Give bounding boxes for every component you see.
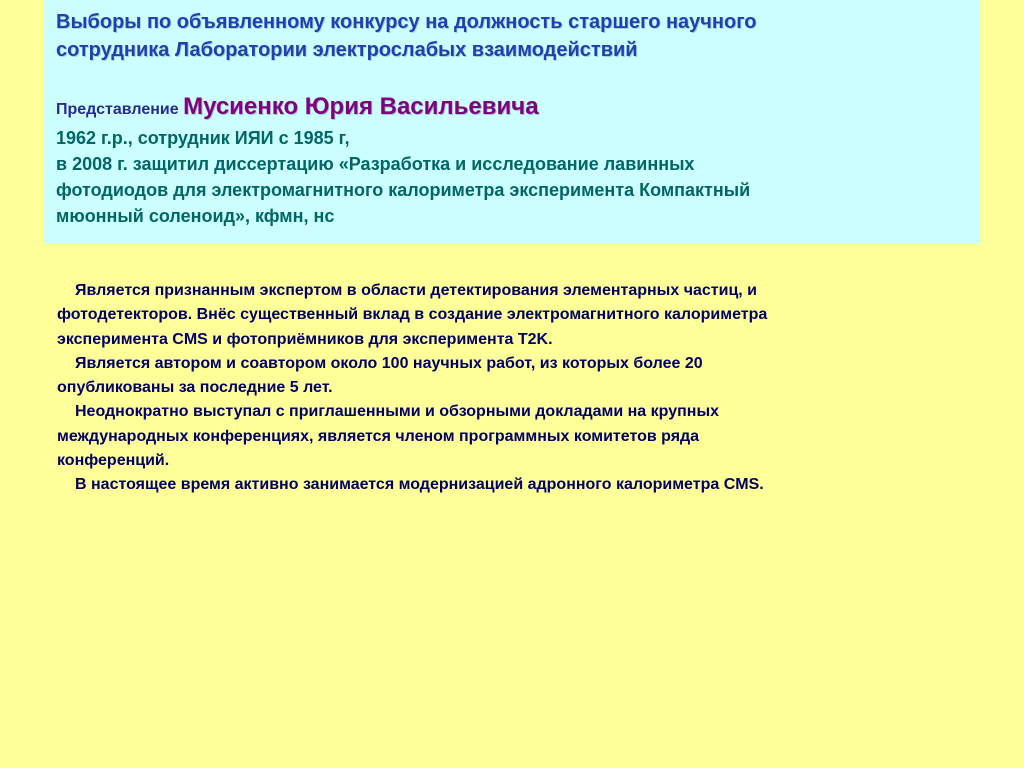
representation-line bbox=[56, 92, 968, 125]
title-line: Выборы по объявленному конкурсу на должность старшего научного bbox=[56, 11, 757, 33]
info-line: фотодиодов для электромагнитного калориметра эксперимента Компактный bbox=[56, 180, 751, 200]
title-line: сотрудника Лаборатории электрослабых взаимодействий bbox=[56, 39, 638, 61]
paragraph-conferences bbox=[57, 400, 957, 473]
description-body bbox=[57, 279, 957, 498]
candidate-info bbox=[56, 125, 968, 229]
info-line: 1962 г.р., сотрудник ИЯИ с 1985 г, bbox=[56, 128, 350, 148]
info-line: в 2008 г. защитил диссертацию «Разработка и исследование лавинных bbox=[56, 154, 695, 174]
paragraph-line: Является автором и соавтором около 100 научных работ, из которых более 20 bbox=[75, 354, 703, 372]
candidate-name: Мусиенко Юрия Васильевича bbox=[183, 93, 539, 120]
paragraph-publications bbox=[57, 352, 957, 401]
paragraph-line: Является признанным экспертом в области детектирования элементарных частиц, и bbox=[75, 282, 758, 299]
header-panel bbox=[44, 0, 980, 244]
paragraph-line: опубликованы за последние 5 лет. bbox=[57, 379, 333, 397]
paragraph-line: эксперимента CMS и фотоприёмников для эксперимента T2K. bbox=[57, 330, 553, 348]
paragraph-expertise bbox=[57, 279, 957, 352]
paragraph-current-work bbox=[57, 473, 957, 497]
paragraph-line: Неоднократно выступал с приглашенными и обзорными докладами на крупных bbox=[75, 403, 720, 421]
paragraph-line: международных конференциях, является членом программных комитетов ряда bbox=[57, 427, 700, 445]
paragraph-line: В настоящее время активно занимается модернизацией адронного калориметра CMS. bbox=[75, 476, 764, 494]
paragraph-line: конференций. bbox=[57, 452, 170, 470]
info-line: мюонный соленоид», кфмн, нс bbox=[56, 206, 335, 226]
slide-title bbox=[56, 8, 968, 64]
representation-label: Представление bbox=[56, 101, 179, 118]
paragraph-line: фотодетекторов. Внёс существенный вклад в создание электромагнитного калориметра bbox=[57, 306, 768, 324]
